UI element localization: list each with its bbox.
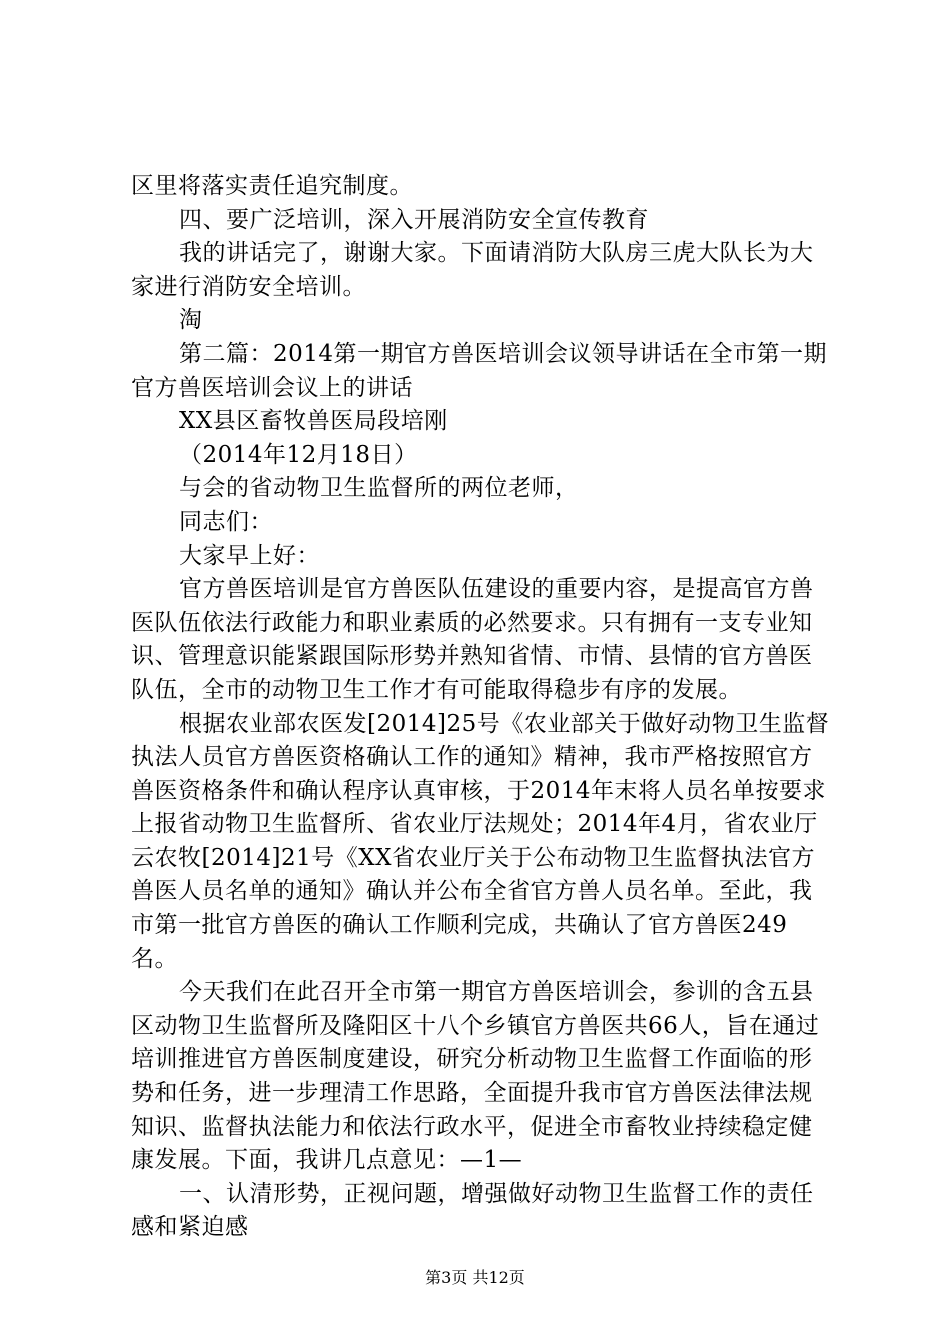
- speaker-line: XX县区畜牧兽医局段培刚: [179, 408, 448, 435]
- paragraph: 今天我们在此召开全市第一期官方兽医培训会，参训的含五县区动物卫生监督所及隆阳区十八个乡镇官方兽医共66人，旨在通过培训推进官方兽医制度建设，研究分析动物卫生监督工作面临的形势和任务，进一步理清工作思路，全面提升我市官方兽医法律法规知识、监督执法能力和依法行政水平，促进全市畜牧业持续稳定健康发展。下面，我讲几点意见：—1—: [131, 979, 820, 1174]
- salutation: 与会的省动物卫生监督所的两位老师，: [179, 475, 579, 502]
- paragraph: 我的讲话完了，谢谢大家。下面请消防大队房三虎大队长为大家进行消防安全培训。: [131, 240, 814, 300]
- paragraph: 官方兽医培训是官方兽医队伍建设的重要内容，是提高官方兽医队伍依法行政能力和职业素质的必然要求。只有拥有一支专业知识、管理意识能紧跟国际形势并熟知省情、市情、县情的官方兽医队伍，全市的动物卫生工作才有可能取得稳步有序的发展。: [131, 576, 814, 703]
- paragraph: 根据农业部农医发[2014]25号《农业部关于做好动物卫生监督执法人员官方兽医资格确认工作的通知》精神，我市严格按照官方兽医资格条件和确认程序认真审核，于2014年末将人员名单按要求上报省动物卫生监督所、省农业厅法规处；2014年4月，省农业厅云农牧[2014]21号《XX省农业厅关于公布动物卫生监督执法官方兽医人员名单的通知》确认并公布全省官方兽人员名单。至此，我市第一批官方兽医的确认工作顺利完成，共确认了官方兽医249名。: [131, 710, 830, 972]
- section-heading: 四、要广泛培训，深入开展消防安全宣传教育: [179, 206, 649, 233]
- chapter-title: 第二篇：2014第一期官方兽医培训会议领导讲话在全市第一期官方兽医培训会议上的讲话: [131, 340, 828, 401]
- date-line: （2014年12月18日）: [179, 441, 418, 468]
- greeting: 大家早上好：: [179, 542, 320, 569]
- salutation: 同志们：: [179, 508, 273, 535]
- paragraph: 区里将落实责任追究制度。: [131, 173, 413, 199]
- page-footer: 第3页 共12页: [425, 1268, 525, 1287]
- paragraph: 淘: [179, 307, 203, 334]
- section-heading: 一、认清形势，正视问题，增强做好动物卫生监督工作的责任感和紧迫感: [131, 1180, 814, 1241]
- document-body: [131, 170, 831, 1245]
